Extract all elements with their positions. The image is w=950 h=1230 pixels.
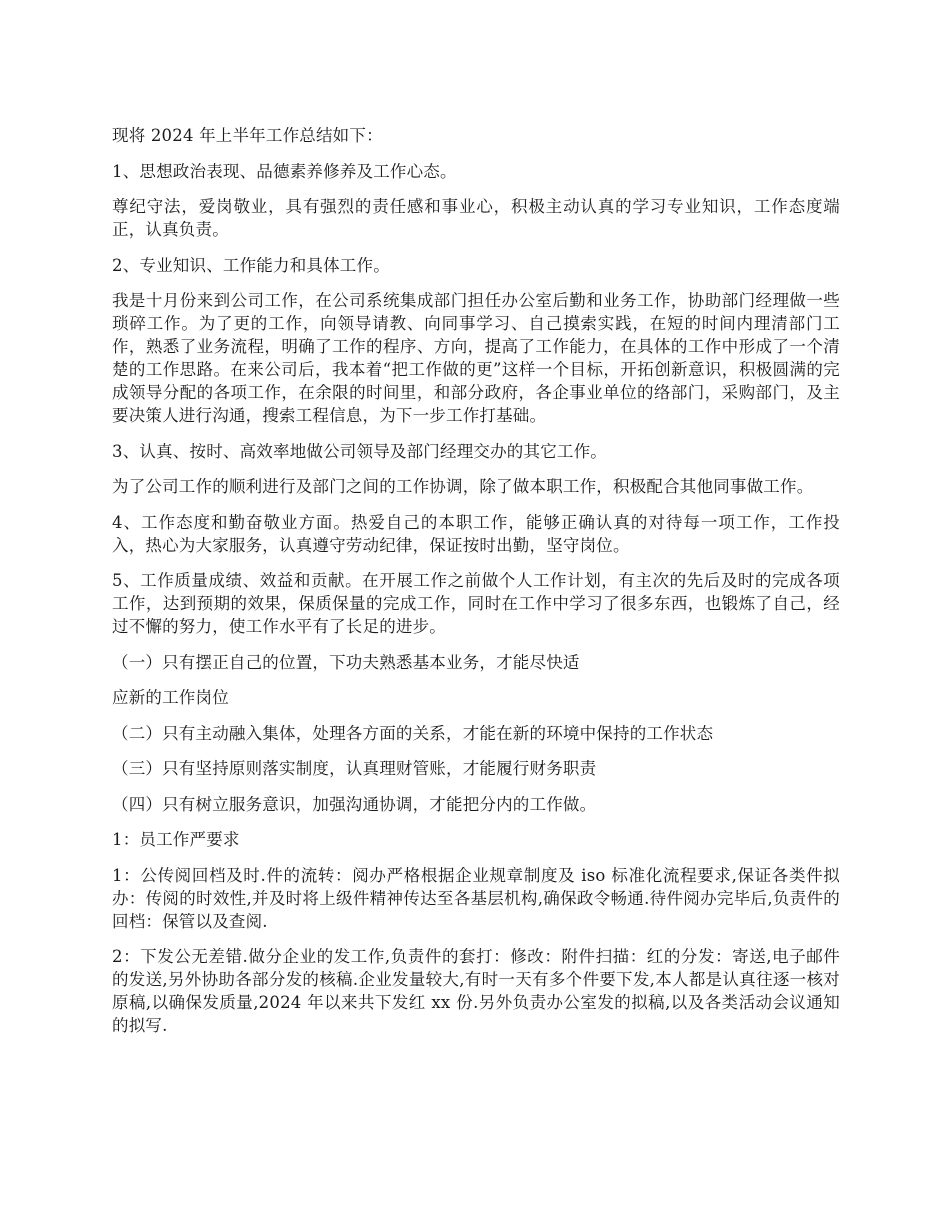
- paragraph-document-circulation: 1：公传阅回档及时.件的流转：阅办严格根据企业规章制度及 iso 标准化流程要求,保证各类件拟办：传阅的时效性,并及时将上级件精神传达至各基层机构,确保政令畅通.待件阅办完毕后,负责件的回档：保管以及查阅.: [112, 865, 840, 931]
- list-item-1: （一）只有摆正自己的位置，下功夫熟悉基本业务，才能尽快适: [112, 652, 580, 672]
- paragraph-section-3: 为了公司工作的顺利进行及部门之间的工作协调，除了做本职工作，积极配合其他同事做工作。: [112, 477, 814, 496]
- paragraph-section-1: 尊纪守法，爱岗敬业，具有强烈的责任感和事业心，积极主动认真的学习专业知识，工作态度端正，认真负责。: [112, 197, 840, 239]
- paragraph-document-issuance: 2：下发公无差错.做分企业的发工作,负责件的套打：修改：附件扫描：红的分发：寄送,电子邮件的发送,另外协助各部分发的核稿.企业发量较大,有时一天有多个件要下发,本人都是认真往逐一核对原稿,以确保发质量,2024 年以来共下发红 xx 份.另外负责办公室发的拟稿,以及各类活动会议通知的拟写.: [112, 947, 840, 1035]
- list-item-1-continued: 应新的工作岗位: [112, 688, 229, 707]
- heading-section-3: 3、认真、按时、高效率地做公司领导及部门经理交办的其它工作。: [112, 441, 607, 461]
- heading-section-1: 1、思想政治表现、品德素养修养及工作心态。: [112, 161, 457, 181]
- list-item-4: （四）只有树立服务意识，加强沟通协调，才能把分内的工作做。: [112, 794, 597, 814]
- document-body: [112, 124, 840, 1050]
- heading-section-2: 2、专业知识、工作能力和具体工作。: [112, 255, 390, 275]
- paragraph-section-5: 5、工作质量成绩、效益和贡献。在开展工作之前做个人工作计划，有主次的先后及时的完成各项工作，达到预期的效果，保质保量的完成工作，同时在工作中学习了很多东西，也锻炼了自己，经过不懈的努力，使工作水平有了长足的进步。: [112, 571, 840, 636]
- paragraph-section-4: 4、工作态度和勤奋敬业方面。热爱自己的本职工作，能够正确认真的对待每一项工作，工作投入，热心为大家服务，认真遵守劳动纪律，保证按时出勤，坚守岗位。: [112, 512, 840, 555]
- heading-staff-requirements: 1：员工作严要求: [112, 830, 240, 849]
- list-item-2: （二）只有主动融入集体，处理各方面的关系，才能在新的环境中保持的工作状态: [112, 723, 714, 743]
- list-item-3: （三）只有坚持原则落实制度，认真理财管账，才能履行财务职责: [112, 759, 597, 778]
- paragraph-intro: 现将 2024 年上半年工作总结如下：: [112, 126, 383, 145]
- paragraph-section-2: 我是十月份来到公司工作，在公司系统集成部门担任办公室后勤和业务工作，协助部门经理做一些琐碎工作。为了更的工作，向领导请教、向同事学习、自己摸索实践，在短的时间内理清部门工作，熟悉了业务流程，明确了工作的程序、方向，提高了工作能力，在具体的工作中形成了一个清楚的工作思路。在来公司后，我本着“把工作做的更”这样一个目标，开拓创新意识，积极圆满的完成领导分配的各项工作，在余限的时间里，和部分政府，各企事业单位的络部门，采购部门，及主要决策人进行沟通，搜索工程信息，为下一步工作打基础。: [112, 291, 840, 425]
